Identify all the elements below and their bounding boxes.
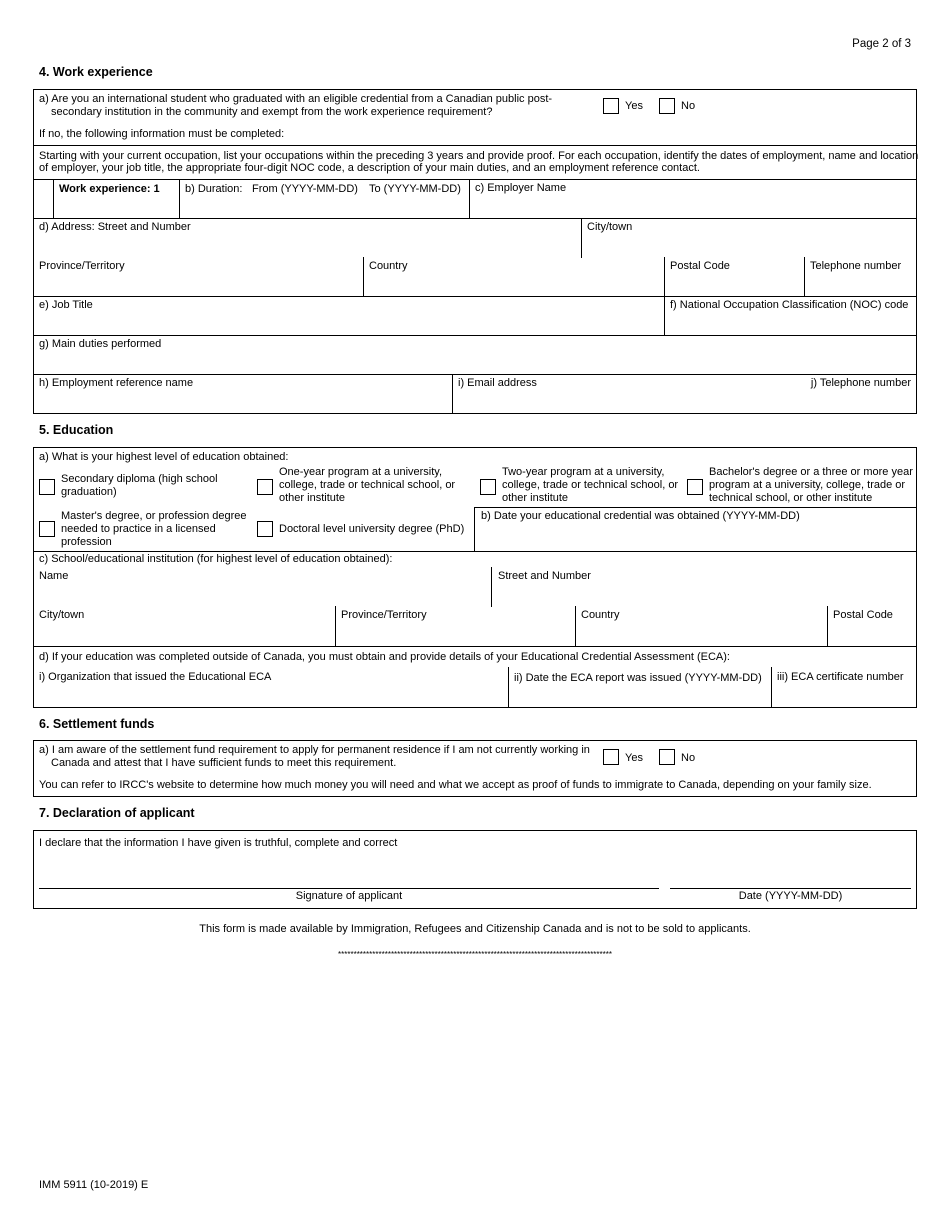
work-telephone-label: Telephone number	[810, 260, 902, 272]
work-yes-label: Yes	[625, 100, 643, 112]
two-year-program-label-cont2: other institute	[502, 492, 569, 504]
eca-organization-field[interactable]	[39, 687, 504, 705]
page-number: Page 2 of 3	[852, 38, 911, 50]
eca-date-field[interactable]	[514, 687, 767, 705]
school-city-label: City/town	[39, 609, 85, 621]
divider	[508, 667, 509, 708]
divider	[469, 179, 470, 218]
divider	[491, 567, 492, 607]
divider	[452, 374, 453, 414]
duration-to-label: To (YYYY-MM-DD)	[369, 183, 461, 195]
funds-yes-label: Yes	[625, 752, 643, 764]
duration-from-label: From (YYYY-MM-DD)	[252, 183, 358, 195]
work-postal-field[interactable]	[670, 276, 800, 294]
declaration-heading: 7. Declaration of applicant	[39, 806, 195, 820]
signature-line	[39, 888, 659, 889]
school-province-field[interactable]	[341, 625, 571, 643]
bachelors-degree-checkbox[interactable]	[687, 479, 703, 495]
declaration-date-field[interactable]	[670, 858, 911, 888]
work-experience-heading: 4. Work experience	[39, 65, 153, 79]
divider	[335, 606, 336, 646]
eca-date-label: ii) Date the ECA report was issued (YYYY-MM-DD)	[514, 672, 762, 684]
email-label: i) Email address	[458, 377, 537, 389]
one-year-program-checkbox[interactable]	[257, 479, 273, 495]
date-line	[670, 888, 911, 889]
signature-field[interactable]	[39, 858, 659, 888]
masters-degree-label-cont2: profession	[61, 536, 112, 548]
work-address-label: d) Address: Street and Number	[39, 221, 191, 233]
funds-yes-checkbox[interactable]	[603, 749, 619, 765]
date-obtained-label: b) Date your educational credential was obtained (YYYY-MM-DD)	[481, 510, 800, 522]
secondary-diploma-label: Secondary diploma (high school	[61, 473, 218, 485]
eca-organization-label: i) Organization that issued the Educational ECA	[39, 671, 272, 683]
noc-code-label: f) National Occupation Classification (NOC) code	[670, 299, 909, 311]
divider	[474, 507, 917, 508]
work-exempt-no-checkbox[interactable]	[659, 98, 675, 114]
work-province-label: Province/Territory	[39, 260, 125, 272]
duration-field[interactable]	[185, 198, 465, 216]
work-address-field[interactable]	[39, 236, 577, 254]
school-name-label: Name	[39, 570, 69, 582]
work-question-a: a) Are you an international student who graduated with an eligible credential from a Canadian public post-	[39, 93, 553, 105]
divider	[33, 335, 917, 336]
school-street-field[interactable]	[498, 585, 913, 603]
reference-name-field[interactable]	[39, 392, 447, 410]
work-city-field[interactable]	[587, 236, 913, 254]
signature-label: Signature of applicant	[295, 890, 403, 902]
two-year-program-checkbox[interactable]	[480, 479, 496, 495]
footer-separator: ****************************************************************************************	[338, 950, 612, 959]
school-question: c) School/educational institution (for highest level of education obtained):	[39, 553, 393, 565]
divider	[575, 606, 576, 646]
doctoral-degree-label: Doctoral level university degree (PhD)	[279, 523, 465, 535]
duration-label: b) Duration:	[185, 183, 243, 195]
bachelors-degree-label: Bachelor's degree or a three or more year	[709, 466, 913, 478]
divider	[581, 218, 582, 258]
date-obtained-field[interactable]	[481, 528, 913, 546]
divider	[33, 296, 917, 297]
funds-question-a: a) I am aware of the settlement fund requirement to apply for permanent residence if I am not currently working in	[39, 744, 590, 756]
reference-telephone-label: j) Telephone number	[810, 377, 911, 389]
bachelors-degree-label-cont: program at a university, college, trade or	[709, 479, 906, 491]
school-postal-label: Postal Code	[833, 609, 893, 621]
declaration-date-label: Date (YYYY-MM-DD)	[738, 890, 843, 902]
divider	[804, 257, 805, 296]
work-experience-number: Work experience: 1	[59, 183, 160, 195]
divider	[33, 374, 917, 375]
secondary-diploma-checkbox[interactable]	[39, 479, 55, 495]
two-year-program-label: Two-year program at a university,	[502, 466, 665, 478]
divider	[33, 218, 917, 219]
secondary-diploma-label-cont: graduation)	[61, 486, 117, 498]
eca-certificate-label: iii) ECA certificate number	[777, 671, 904, 683]
education-question-a: a) What is your highest level of education obtained:	[39, 451, 289, 463]
doctoral-degree-checkbox[interactable]	[257, 521, 273, 537]
masters-degree-label-cont: needed to practice in a licensed	[61, 523, 216, 535]
work-instructions-cont: of employer, your job title, the appropriate four-digit NOC code, a description of your main duties, and an employment reference contact.	[39, 162, 700, 174]
work-no-label: No	[681, 100, 696, 112]
main-duties-field[interactable]	[39, 353, 913, 371]
school-country-label: Country	[581, 609, 620, 621]
employer-name-label: c) Employer Name	[475, 182, 567, 194]
work-telephone-field[interactable]	[810, 276, 913, 294]
work-instructions: Starting with your current occupation, list your occupations within the preceding 3 years and provide proof. For each occupation, identify the dates of employment, name and location	[39, 150, 919, 162]
divider	[33, 646, 917, 647]
work-country-field[interactable]	[369, 276, 659, 294]
work-if-no-note: If no, the following information must be completed:	[39, 128, 285, 140]
eca-question: d) If your education was completed outside of Canada, you must obtain and provide details of your Educational Credential Assessment (ECA):	[39, 651, 730, 663]
main-duties-label: g) Main duties performed	[39, 338, 162, 350]
bachelors-degree-label-cont2: technical school, or other institute	[709, 492, 873, 504]
job-title-label: e) Job Title	[39, 299, 93, 311]
work-question-a-cont: secondary institution in the community and exempt from the work experience requirement?	[51, 106, 493, 118]
divider	[179, 179, 180, 218]
education-heading: 5. Education	[39, 423, 114, 437]
work-country-label: Country	[369, 260, 408, 272]
two-year-program-label-cont: college, trade or technical school, or	[502, 479, 679, 491]
divider	[33, 145, 917, 146]
one-year-program-label-cont: college, trade or technical school, or	[279, 479, 456, 491]
school-name-field[interactable]	[39, 585, 487, 603]
school-city-field[interactable]	[39, 625, 331, 643]
divider	[33, 179, 917, 180]
email-field[interactable]	[458, 392, 913, 410]
funds-no-label: No	[681, 752, 696, 764]
divider	[53, 179, 54, 218]
noc-code-field[interactable]	[670, 314, 913, 332]
divider	[33, 551, 917, 552]
declaration-text: I declare that the information I have given is truthful, complete and correct	[39, 837, 398, 849]
school-postal-field[interactable]	[833, 625, 913, 643]
divider	[474, 507, 475, 551]
funds-no-checkbox[interactable]	[659, 749, 675, 765]
eca-certificate-field[interactable]	[777, 687, 913, 705]
school-province-label: Province/Territory	[341, 609, 427, 621]
masters-degree-checkbox[interactable]	[39, 521, 55, 537]
work-exempt-yes-checkbox[interactable]	[603, 98, 619, 114]
settlement-funds-heading: 6. Settlement funds	[39, 717, 155, 731]
form-identifier: IMM 5911 (10-2019) E	[39, 1179, 149, 1191]
one-year-program-label: One-year program at a university,	[279, 466, 443, 478]
divider	[363, 257, 364, 296]
funds-note: You can refer to IRCC's website to determine how much money you will need and what we accept as proof of funds to immigrate to Canada, depending on your family size.	[39, 779, 872, 791]
reference-name-label: h) Employment reference name	[39, 377, 194, 389]
employer-name-field[interactable]	[475, 198, 913, 216]
work-postal-label: Postal Code	[670, 260, 730, 272]
divider	[771, 667, 772, 708]
one-year-program-label-cont2: other institute	[279, 492, 346, 504]
divider	[827, 606, 828, 646]
work-city-label: City/town	[587, 221, 633, 233]
footer-notice: This form is made available by Immigration, Refugees and Citizenship Canada and is not to be sold to applicants.	[199, 923, 751, 935]
work-province-field[interactable]	[39, 276, 359, 294]
school-street-label: Street and Number	[498, 570, 591, 582]
school-country-field[interactable]	[581, 625, 823, 643]
job-title-field[interactable]	[39, 314, 659, 332]
masters-degree-label: Master's degree, or profession degree	[61, 510, 247, 522]
funds-question-a-cont: Canada and attest that I have sufficient funds to meet this requirement.	[51, 757, 397, 769]
